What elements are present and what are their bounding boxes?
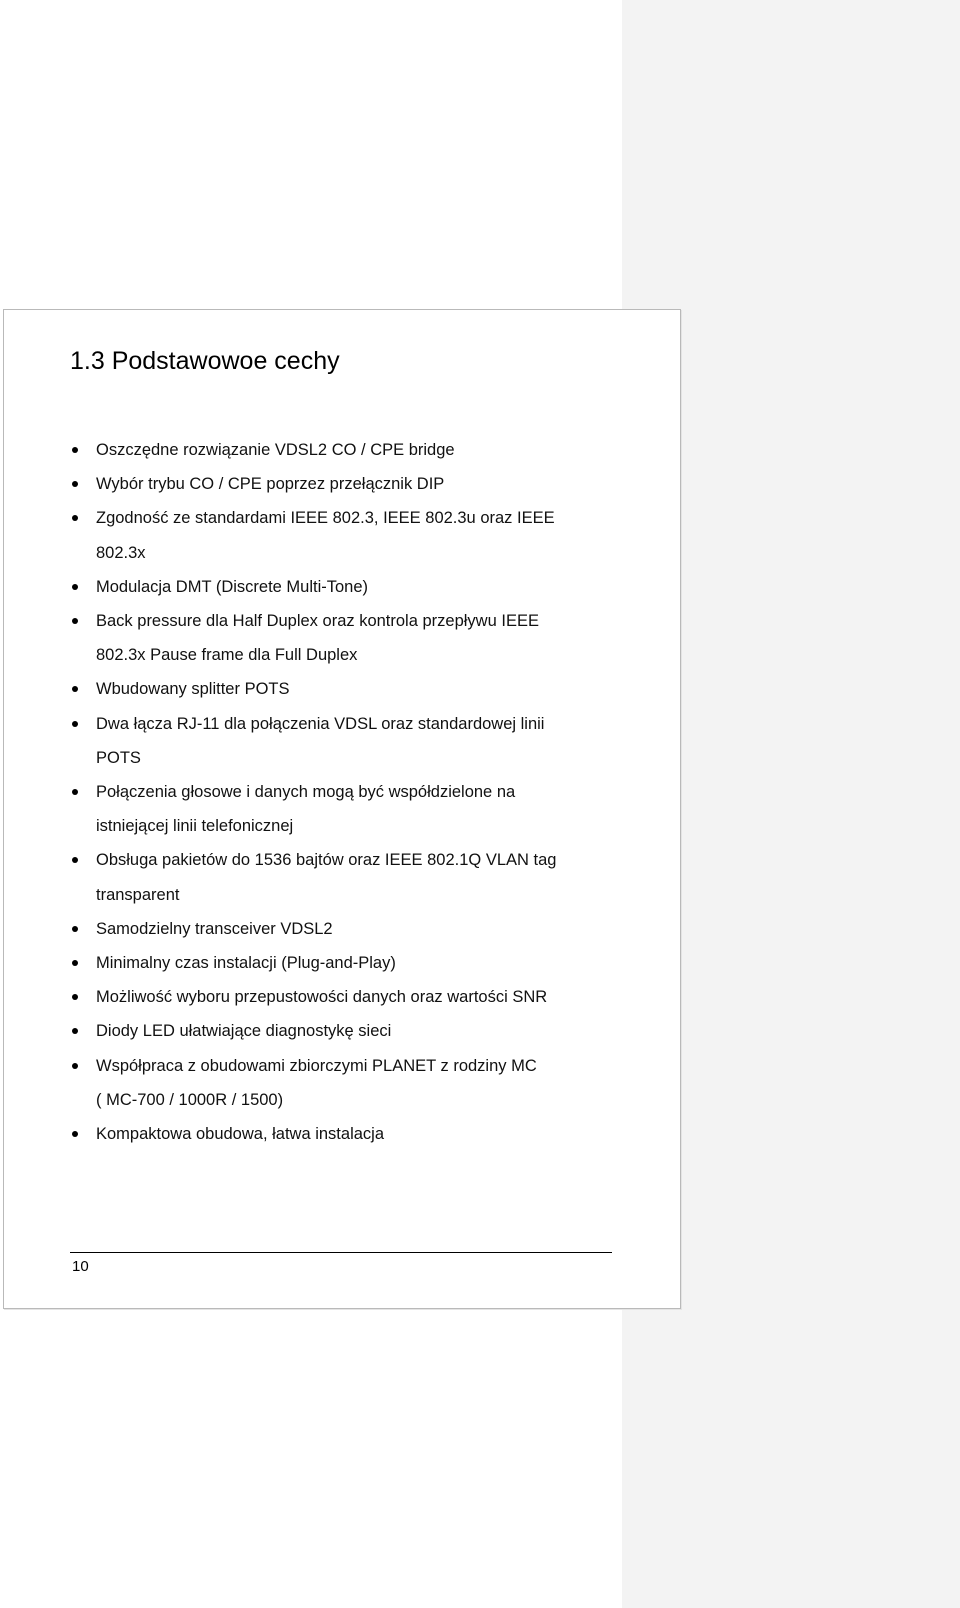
feature-item	[70, 912, 580, 946]
feature-text-line: Dwa łącza RJ-11 dla połączenia VDSL oraz standardowej linii	[96, 714, 545, 733]
document-page	[3, 309, 681, 1309]
feature-text-line: POTS	[96, 748, 141, 767]
bullet-icon	[72, 447, 78, 453]
bullet-icon	[72, 994, 78, 1000]
bullet-icon	[72, 618, 78, 624]
feature-item	[70, 1049, 580, 1117]
footer-rule	[70, 1252, 612, 1253]
feature-text-line: Kompaktowa obudowa, łatwa instalacja	[96, 1125, 385, 1144]
bullet-icon	[72, 481, 78, 487]
feature-item	[70, 1117, 580, 1151]
feature-text-line: istniejącej linii telefonicznej	[96, 817, 294, 836]
feature-list	[70, 433, 580, 1151]
feature-text-line: transparent	[96, 885, 180, 904]
page-number: 10	[72, 1258, 89, 1275]
feature-text-line: Możliwość wyboru przepustowości danych oraz wartości SNR	[96, 988, 548, 1007]
feature-text-line: Minimalny czas instalacji (Plug-and-Play)	[96, 954, 396, 973]
feature-item	[70, 775, 580, 843]
feature-item	[70, 604, 580, 672]
bullet-icon	[72, 789, 78, 795]
feature-text-line: Samodzielny transceiver VDSL2	[96, 919, 333, 938]
section-heading: 1.3 Podstawowoe cechy	[70, 347, 340, 375]
bullet-icon	[72, 721, 78, 727]
feature-item	[70, 672, 580, 706]
bullet-icon	[72, 686, 78, 692]
feature-item	[70, 707, 580, 775]
feature-item	[70, 843, 580, 911]
feature-item	[70, 433, 580, 467]
bullet-icon	[72, 1028, 78, 1034]
feature-text-line: 802.3x	[96, 543, 146, 562]
feature-item	[70, 946, 580, 980]
feature-text-line: Obsługa pakietów do 1536 bajtów oraz IEEE 802.1Q VLAN tag	[96, 851, 557, 870]
feature-text-line: Wbudowany splitter POTS	[96, 680, 290, 699]
feature-item	[70, 467, 580, 501]
feature-item	[70, 1014, 580, 1048]
bullet-icon	[72, 1131, 78, 1137]
feature-text-line: Modulacja DMT (Discrete Multi-Tone)	[96, 577, 369, 596]
feature-text-line: ( MC-700 / 1000R / 1500)	[96, 1090, 284, 1109]
feature-item	[70, 570, 580, 604]
feature-text-line: Diody LED ułatwiające diagnostykę sieci	[96, 1022, 392, 1041]
feature-text-line: Oszczędne rozwiązanie VDSL2 CO / CPE bridge	[96, 441, 455, 459]
bullet-icon	[72, 515, 78, 521]
feature-text-line: Połączenia głosowe i danych mogą być współdzielone na	[96, 783, 516, 802]
bullet-icon	[72, 584, 78, 590]
bullet-icon	[72, 857, 78, 863]
feature-text-line: Współpraca z obudowami zbiorczymi PLANET z rodziny MC	[96, 1056, 537, 1075]
bullet-icon	[72, 1063, 78, 1069]
bullet-icon	[72, 960, 78, 966]
feature-item	[70, 980, 580, 1014]
feature-text-line: Zgodność ze standardami IEEE 802.3, IEEE 802.3u oraz IEEE	[96, 509, 555, 528]
feature-text-line: 802.3x Pause frame dla Full Duplex	[96, 646, 358, 665]
feature-item	[70, 501, 580, 569]
bullet-icon	[72, 926, 78, 932]
feature-text-line: Back pressure dla Half Duplex oraz kontrola przepływu IEEE	[96, 612, 539, 631]
feature-text-line: Wybór trybu CO / CPE poprzez przełącznik DIP	[96, 475, 445, 494]
